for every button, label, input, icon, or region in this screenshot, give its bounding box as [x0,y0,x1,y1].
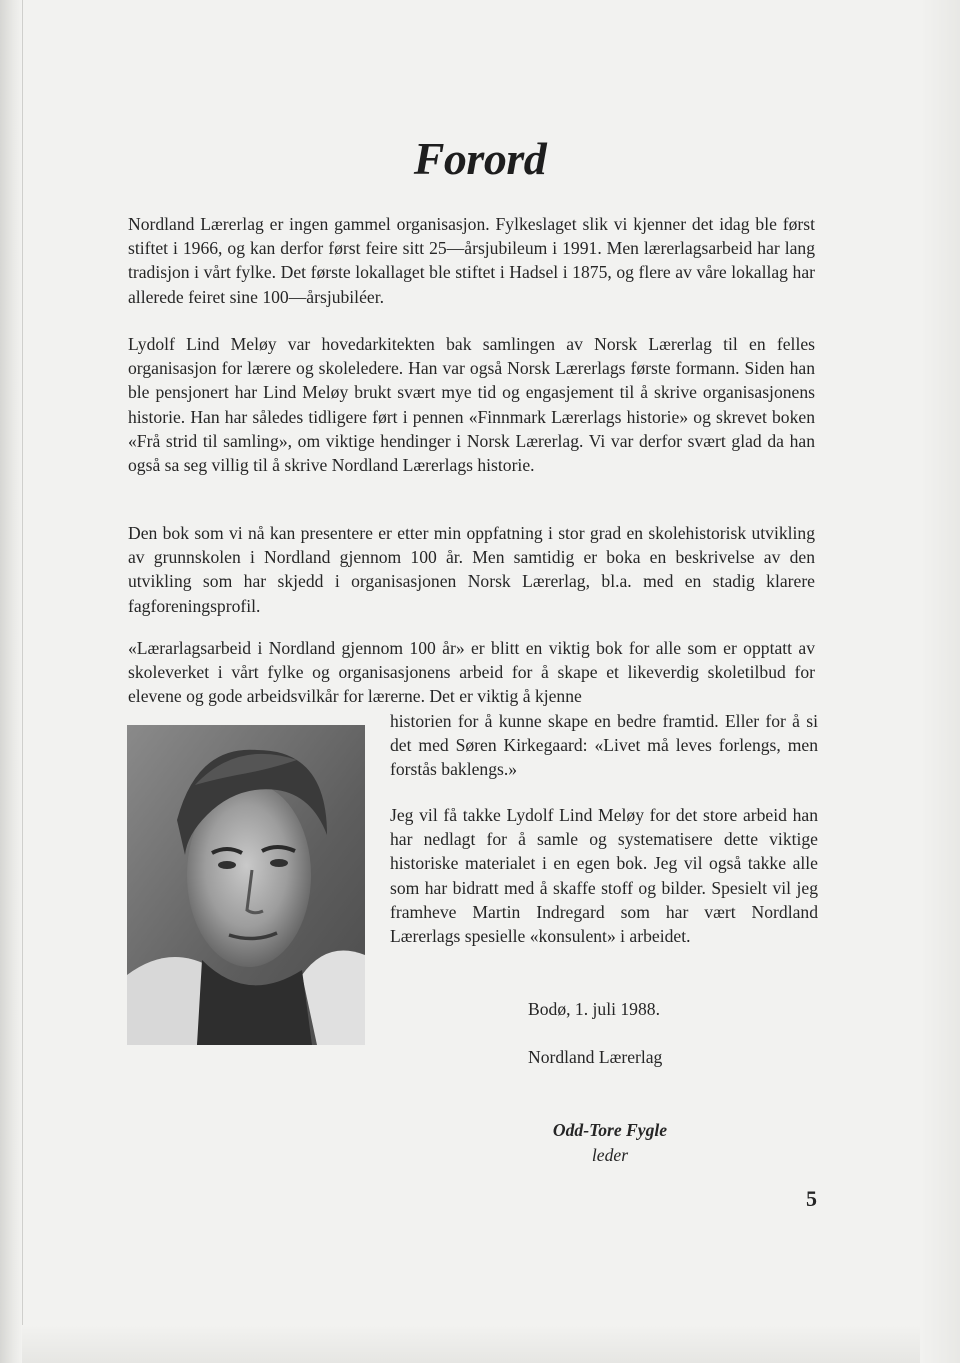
page-bottom-shadow [22,1325,920,1363]
page-number: 5 [806,1186,817,1211]
page-title: Forord [413,133,547,184]
paragraph-lind-meloy: Lydolf Lind Meløy var hovedarkitekten bak samlingen av Norsk Lærerlag til en felles organisasjon for lærere og skoleledere. Han var også Norsk Lærerlags første formann. Siden han ble pensjonert har Lind Meløy brukt svært mye tid og engasjement til å skrive organisasjonens historie. Han har således tidligere ført i pennen «Finnmark Lærerlags historie» og skrevet boken «Frå strid til samling», om viktige hendinger i Norsk Lærerlag. Vi var derfor svært glad da han også sa seg villig til å skrive Nordland Lærerlags historie. [128,334,815,476]
paragraph-thanks: Jeg vil få takke Lydolf Lind Meløy for det store arbeid han har nedlagt for å samle og systematisere dette viktige historiske materialet i en egen bok. Jeg vil også takke alle som har bidratt med å skaffe stoff og bilder. Spesielt vil jeg framheve Martin Indregard som har vært Nordland Lærerlags spesielle «konsulent» i arbeidet. [390,805,818,947]
portrait-photo [127,725,365,1045]
paragraph-importance: «Lærarlagsarbeid i Nordland gjennom 100 år» er blitt en viktig bok for alle som er opptatt av skoleverket i vårt fylke og organisasjonens arbeid for å skape et likeverdig skoletilbud for elevene og gode arbeidsvilkår for lærerne. Det er viktig å kjenne [128,638,815,707]
organization-name: Nordland Lærerlag [528,1047,663,1067]
signer-role: leder [591,1145,629,1165]
paragraph-intro: Nordland Lærerlag er ingen gammel organisasjon. Fylkeslaget slik vi kjenner det idag ble først stiftet i 1966, og kan derfor først feire sitt 25—årsjubileum i 1991. Men lærerlagsarbeid har lang tradisjon i vårt fylke. Det første lokallaget ble stiftet i Hadsel i 1875, og flere av våre lokallag har allerede feiret sine 100—årsjubiléer. [128,214,815,307]
place-date: Bodø, 1. juli 1988. [528,999,660,1019]
paragraph-book-description: Den bok som vi nå kan presentere er etter min oppfatning i stor grad en skolehistorisk utvikling av grunnskolen i Nordland gjennom 100 år. Men samtidig er boka en beskrivelse av den utvikling som har skjedd i organisasjonen Norsk Lærerlag, bl.a. med en stadig klarere fagforeningsprofil. [128,523,815,616]
signer-name: Odd-Tore Fygle [552,1120,668,1140]
paragraph-importance-continued: historien for å kunne skape en bedre framtid. Eller for å si det med Søren Kirkegaard: «Livet må leves forlengs, men forstås baklengs.» [390,711,818,780]
